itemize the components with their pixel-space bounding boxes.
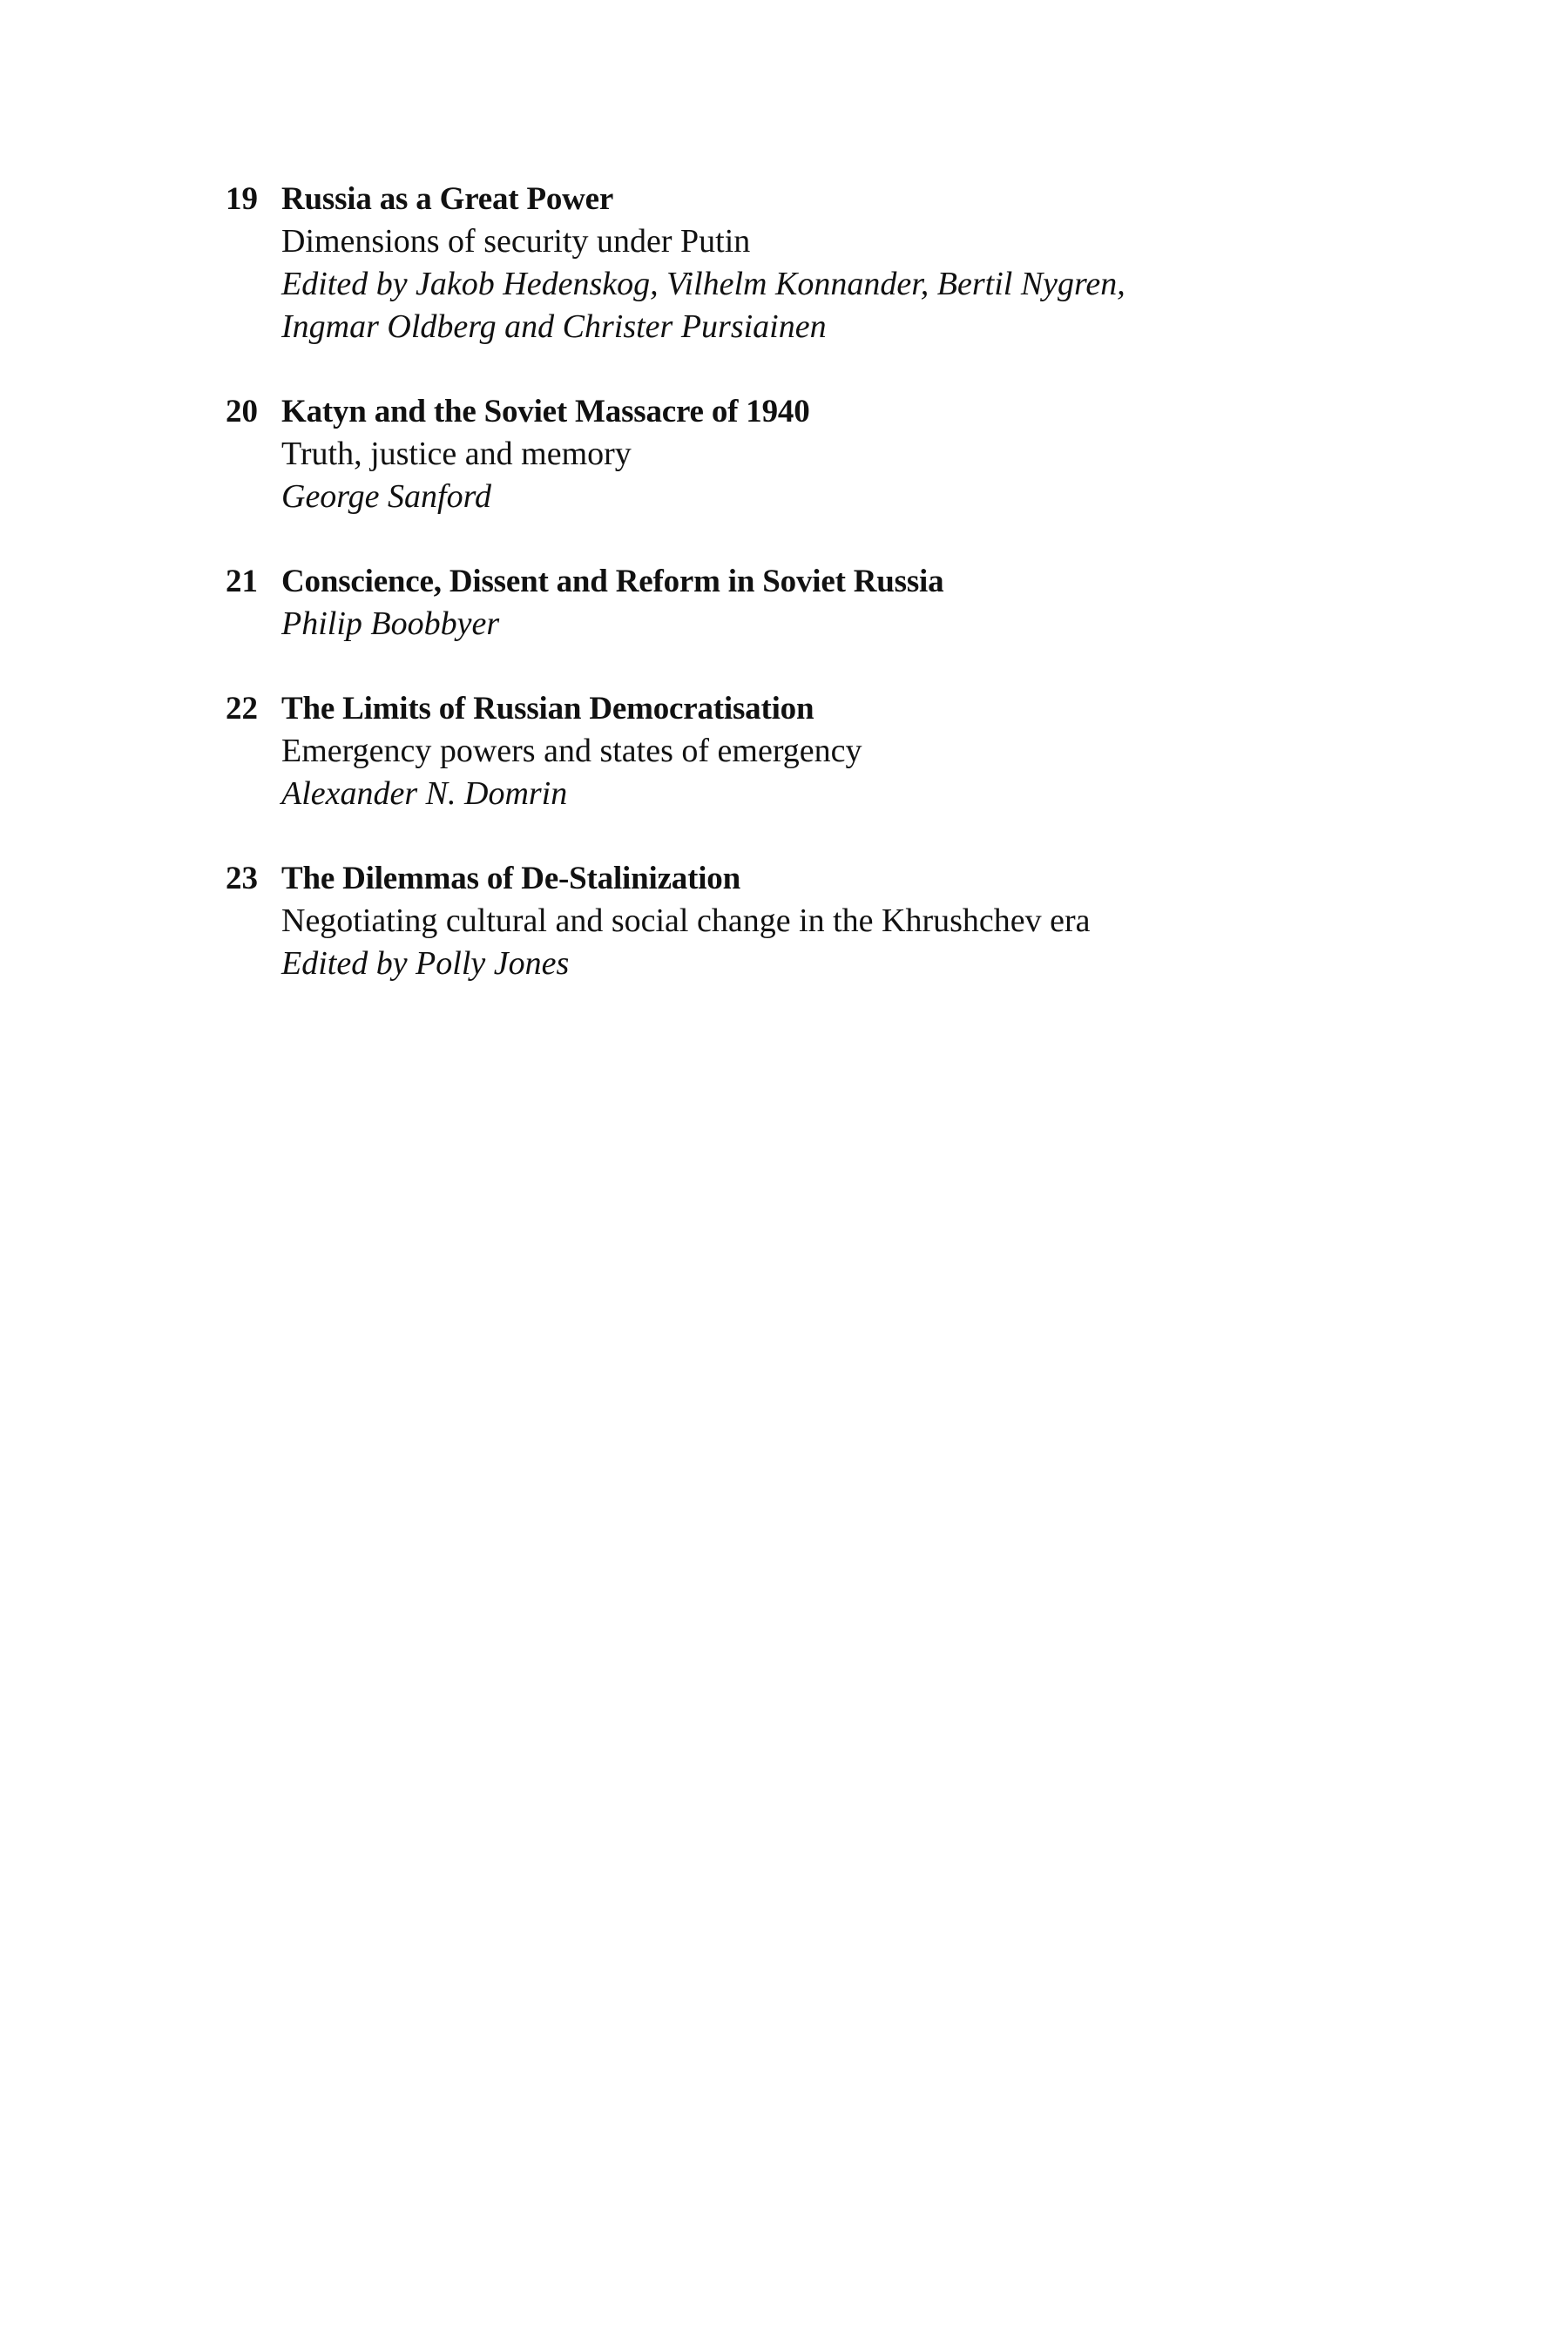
entry-title: The Dilemmas of De-Stalinization [281, 861, 740, 896]
entry-title: Russia as a Great Power [281, 181, 614, 217]
entry-number: 20 [226, 394, 258, 429]
entry-number: 21 [226, 564, 258, 599]
series-entry-20 [226, 390, 1358, 518]
series-entry-23 [226, 857, 1358, 985]
series-entry-19 [226, 178, 1358, 348]
entry-author-line: Philip Boobbyer [281, 605, 500, 642]
entry-author-line: George Sanford [281, 478, 491, 515]
entry-subtitle: Negotiating cultural and social change in the Khrushchev era [281, 902, 1091, 939]
entry-subtitle: Truth, justice and memory [281, 436, 632, 472]
entry-author-line: Alexander N. Domrin [281, 775, 568, 812]
entry-subtitle: Emergency powers and states of emergency [281, 733, 862, 769]
entry-author-line: Edited by Jakob Hedenskog, Vilhelm Konnander, Bertil Nygren, [281, 266, 1125, 302]
series-entry-22 [226, 687, 1358, 815]
entry-title: Katyn and the Soviet Massacre of 1940 [281, 394, 810, 429]
series-list [226, 178, 1358, 1027]
entry-author-line: Ingmar Oldberg and Christer Pursiainen [281, 308, 827, 345]
entry-title: The Limits of Russian Democratisation [281, 691, 814, 727]
entry-number: 19 [226, 181, 258, 217]
series-entry-21 [226, 560, 1358, 645]
entry-number: 22 [226, 691, 258, 727]
entry-number: 23 [226, 861, 258, 896]
entry-subtitle: Dimensions of security under Putin [281, 223, 751, 260]
entry-author-line: Edited by Polly Jones [281, 945, 570, 982]
entry-title: Conscience, Dissent and Reform in Soviet Russia [281, 564, 944, 599]
